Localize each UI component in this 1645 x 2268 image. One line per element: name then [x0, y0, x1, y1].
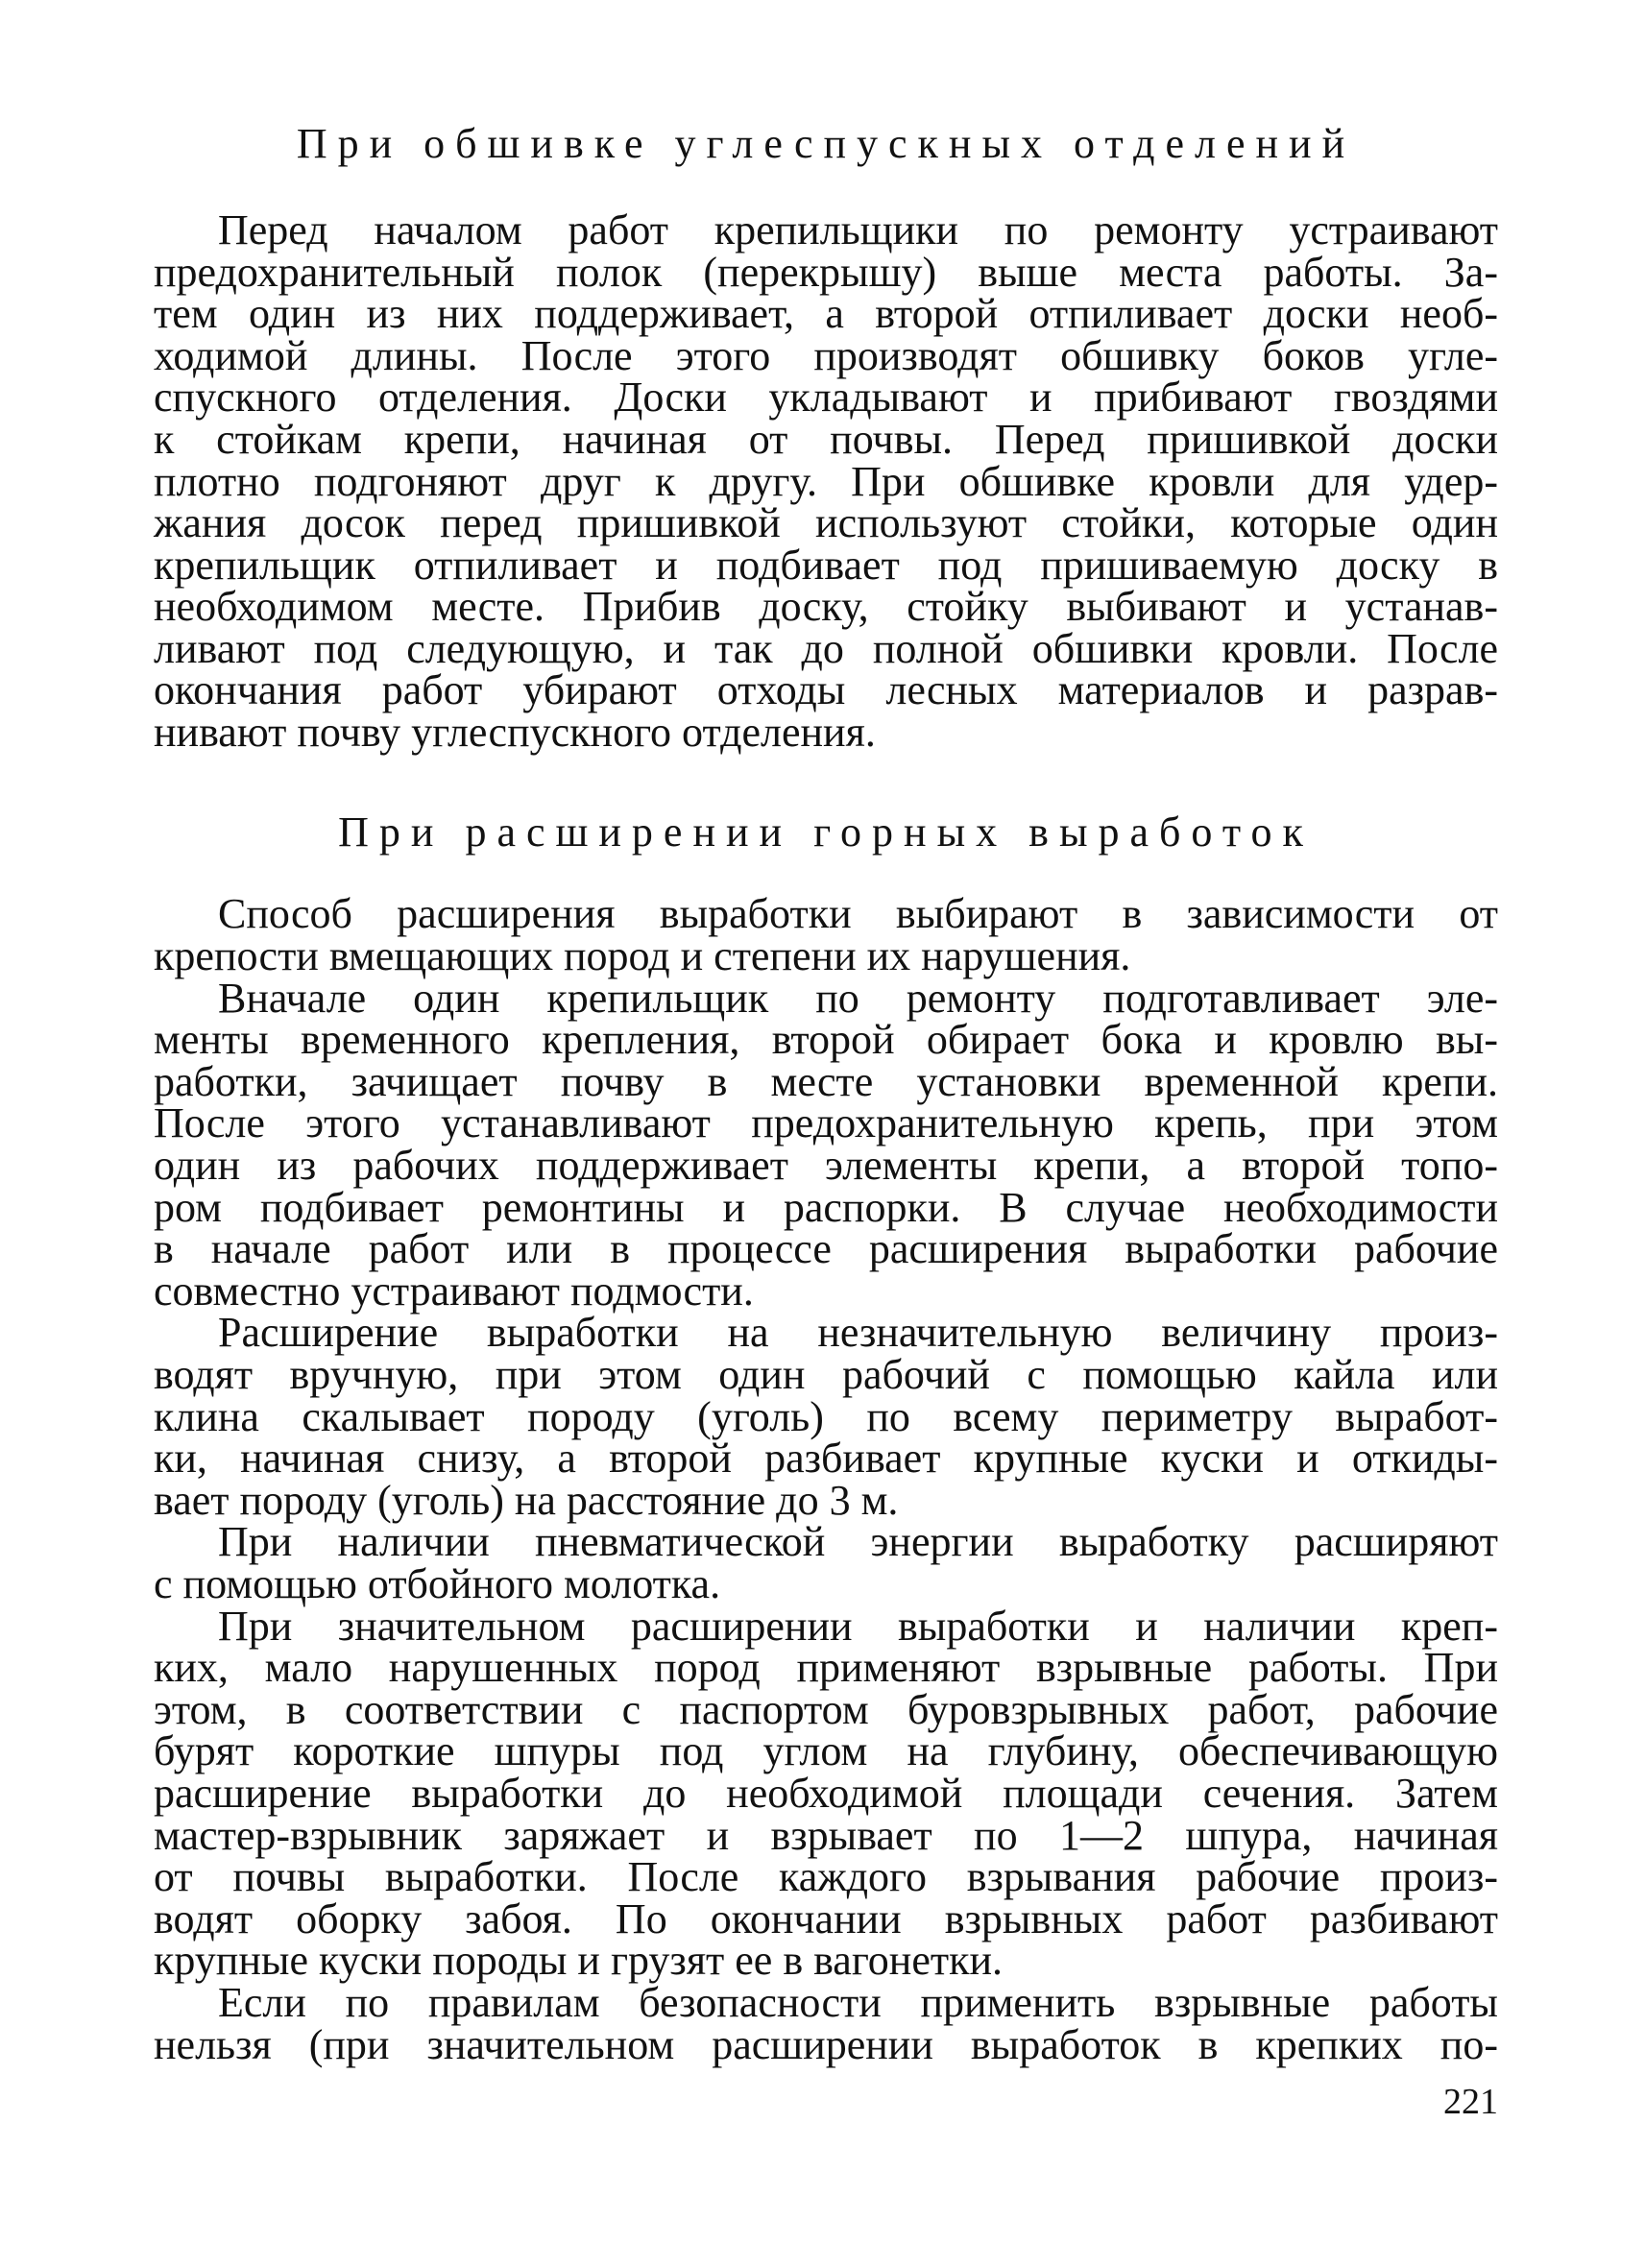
text-line: расширение выработки до необходимой площади сечения. Затем [154, 1770, 1498, 1817]
text-line: спускного отделения. Доски укладывают и прибивают гвоздями [154, 374, 1498, 421]
text-line: Вначале один крепильщик по ремонту подготавливает эле- [218, 975, 1498, 1022]
text-line: ки, начиная снизу, а второй разбивает крупные куски и откиды- [154, 1435, 1498, 1482]
text-line: от почвы выработки. После каждого взрывания рабочие произ- [154, 1853, 1498, 1900]
text-line: При наличии пневматической энергии выработку расширяют [218, 1518, 1498, 1565]
text-line: нельзя (при значительном расширении выработок в крепких по- [154, 2021, 1498, 2068]
text-line: этом, в соответствии с паспортом буровзрывных работ, рабочие [154, 1686, 1498, 1733]
text-line: Способ расширения выработки выбирают в зависимости от [218, 890, 1498, 937]
text-line: Перед началом работ крепильщики по ремонту устраивают [218, 206, 1498, 253]
text-line: клина скалывает породу (уголь) по всему периметру выработ- [154, 1393, 1498, 1440]
text-line: один из рабочих поддерживает элементы крепи, а второй топо- [154, 1142, 1498, 1189]
text-line: ром подбивает ремонтины и распорки. В случае необходимости [154, 1184, 1498, 1231]
text-line: плотно подгоняют друг к другу. При обшивке кровли для удер- [154, 458, 1498, 505]
text-line: жания досок перед пришивкой используют стойки, которые один [154, 499, 1498, 546]
section-heading-widening-workings: При расширении горных выработок [338, 808, 1314, 856]
text-line: крепильщик отпиливает и подбивает под пришиваемую доску в [154, 542, 1498, 589]
text-line: вает породу (уголь) на расстояние до 3 м. [154, 1477, 899, 1524]
text-line: ких, мало нарушенных пород применяют взрывные работы. При [154, 1644, 1498, 1691]
text-line: После этого устанавливают предохранительную крепь, при этом [154, 1099, 1498, 1146]
text-line: окончания работ убирают отходы лесных материалов и разрав- [154, 666, 1498, 713]
text-line: тем один из них поддерживает, а второй отпиливает доски необ- [154, 290, 1498, 337]
section-heading-chute-lining: При обшивке углеспускных отделений [296, 120, 1356, 167]
text-line: крупные куски породы и грузят ее в вагонетки. [154, 1937, 1004, 1984]
text-line: совместно устраивают подмости. [154, 1267, 754, 1315]
text-line: необходимом месте. Прибив доску, стойку выбивают и устанав- [154, 583, 1498, 630]
text-line: водят вручную, при этом один рабочий с помощью кайла или [154, 1351, 1498, 1398]
text-line: предохранительный полок (перекрышу) выше места работы. За- [154, 249, 1498, 296]
text-line: ходимой длины. После этого производят обшивку боков угле- [154, 332, 1498, 379]
text-line: бурят короткие шпуры под углом на глубину, обеспечивающую [154, 1727, 1498, 1774]
text-line: нивают почву углеспускного отделения. [154, 709, 876, 756]
text-line: При значительном расширении выработки и наличии креп- [218, 1603, 1498, 1650]
text-line: Если по правилам безопасности применить взрывные работы [218, 1979, 1498, 2026]
text-line: водят оборку забоя. По окончании взрывных работ разбивают [154, 1895, 1498, 1942]
page-number: 221 [1443, 2082, 1498, 2122]
text-line: мастер-взрывник заряжает и взрывает по 1—2 шпура, начиная [154, 1812, 1498, 1859]
text-line: с помощью отбойного молотка. [154, 1560, 721, 1607]
text-line: менты временного крепления, второй обирает бока и кровлю вы- [154, 1016, 1498, 1063]
text-line: к стойкам крепи, начиная от почвы. Перед пришивкой доски [154, 416, 1498, 463]
text-line: в начале работ или в процессе расширения выработки рабочие [154, 1225, 1498, 1272]
text-line: ливают под следующую, и так до полной обшивки кровли. После [154, 625, 1498, 672]
text-line: крепости вмещающих пород и степени их нарушения. [154, 932, 1131, 979]
text-line: Расширение выработки на незначительную величину произ- [218, 1309, 1498, 1356]
text-line: работки, зачищает почву в месте установки временной крепи. [154, 1058, 1498, 1105]
